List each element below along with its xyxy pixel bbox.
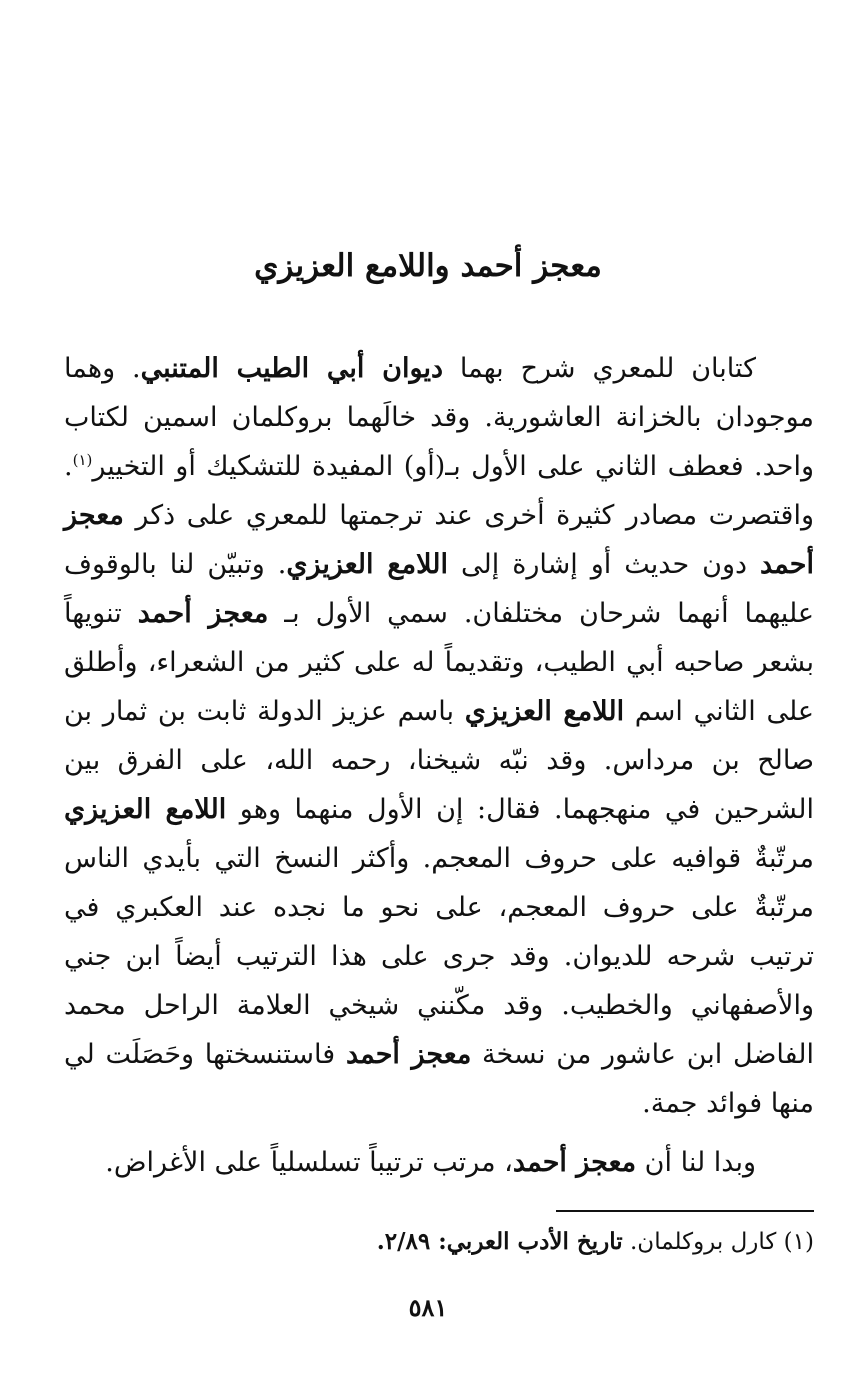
text-run: . وهما موجودان بالخزانة العاشورية. وقد خالَهما بروكلمان اسمين لكتاب واحد. فعطف الثاني على الأول بـ(أو) المفيدة للتشكيك أو التخيير — [64, 353, 814, 482]
text-run: كتابان للمعري شرح بهما — [442, 353, 757, 384]
book-title-mujiz: معجز أحمد — [345, 1039, 472, 1070]
text-run: مرتّبةٌ قوافيه على حروف المعجم. وأكثر النسخ التي بأيدي الناس مرتّبةٌ على حروف المعجم، على نحو ما نجده عند العكبري في ترتيب شرحه للديوان. وقد جرى على هذا الترتيب أيضاً ابن جني والأصفهاني والخطيب. وقد مكّنني شيخي العلامة الراحل محمد الفاضل ابن عاشور من نسخة — [64, 843, 814, 1070]
book-title-mujiz: معجز أحمد — [64, 500, 814, 580]
page-number: ٥٨١ — [408, 1293, 448, 1322]
text-run: وبدا لنا أن — [636, 1147, 756, 1178]
text-run: دون حديث أو إشارة إلى — [447, 549, 760, 580]
book-title-diwan: ديوان أبي الطيب المتنبي — [140, 353, 443, 384]
text-run: ، مرتب ترتيباً تسلسلياً على الأغراض. — [105, 1147, 513, 1178]
text-run: تنويهاً بشعر صاحبه أبي الطيب، وتقديماً له على كثير من الشعراء، وأطلق على الثاني اسم — [64, 598, 815, 727]
text-run: . واقتصرت مصادر كثيرة أخرى عند ترجمتها للمعري على ذكر — [64, 451, 814, 531]
paragraph-2 — [64, 1138, 814, 1187]
footnote — [64, 1222, 814, 1262]
footnote-author: كارل بروكلمان. — [622, 1229, 784, 1255]
text-run: باسم عزيز الدولة ثابت بن ثمار بن صالح بن مرداس. وقد نبّه شيخنا، رحمه الله، على الفرق بين الشرحين في منهجهما. فقال: إن الأول منهما وهو — [64, 696, 814, 825]
footnote-marker: (١) — [783, 1229, 814, 1255]
paragraph-1 — [64, 344, 814, 1128]
book-title-mujiz: معجز أحمد — [512, 1147, 637, 1178]
footnote-work-title: تاريخ الأدب العربي — [446, 1228, 623, 1255]
book-title-mujiz: معجز أحمد — [137, 598, 269, 629]
text-run: فاستنسختها وحَصَلَت لي منها فوائد جمة. — [64, 1039, 814, 1119]
text-run: . وتبيّن لنا بالوقوف عليهما أنهما شرحان مختلفان. سمي الأول بـ — [64, 549, 814, 629]
footnote-reference[interactable]: (١) — [72, 451, 93, 469]
footnote-citation: : ٢/٨٩. — [376, 1228, 447, 1255]
footnote-divider — [556, 1210, 814, 1212]
page-title: معجز أحمد واللامع العزيزي — [254, 248, 602, 284]
book-title-lami: اللامع العزيزي — [64, 794, 227, 825]
book-title-lami: اللامع العزيزي — [286, 549, 448, 580]
book-title-lami: اللامع العزيزي — [464, 696, 625, 727]
body-text — [64, 344, 814, 1187]
